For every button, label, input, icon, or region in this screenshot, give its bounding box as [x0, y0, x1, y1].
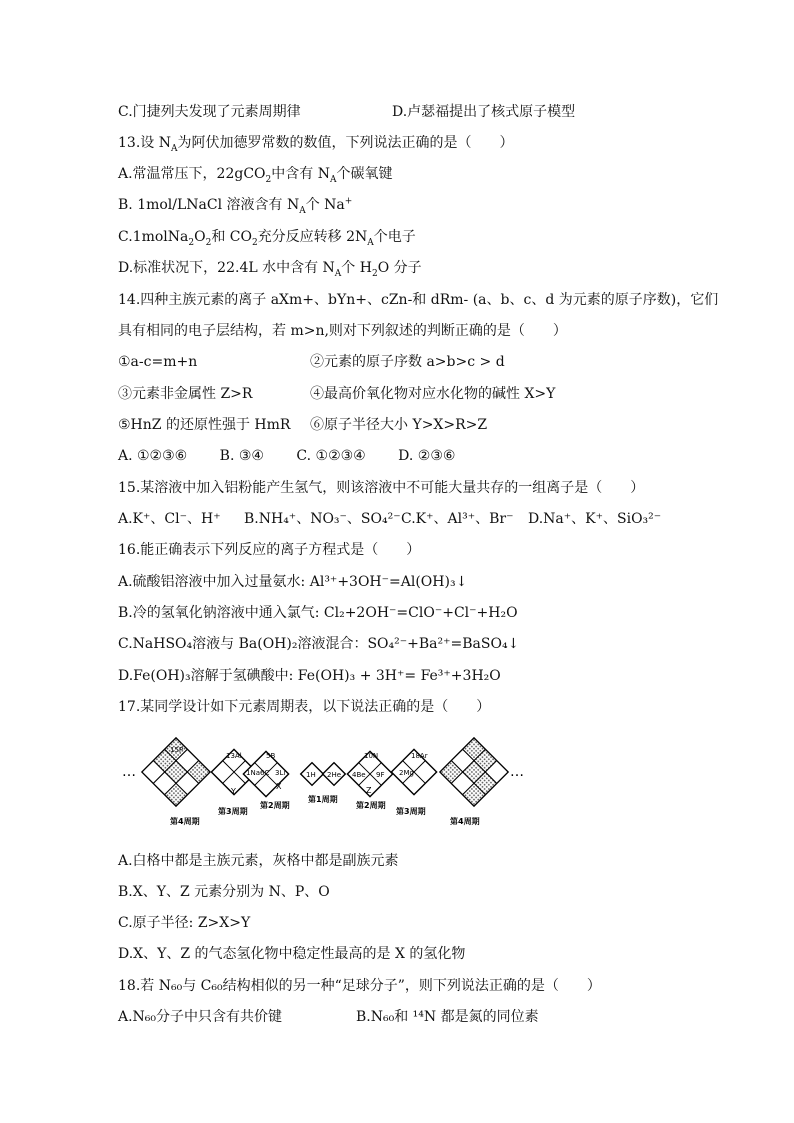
- q13-option-d: D.标准状况下，22.4L 水中含有 $N_A$个 $H_2O$ 分子: [118, 260, 422, 279]
- periodic-table-diagram: [118, 734, 538, 834]
- label-period4-right: 第4周期: [450, 817, 480, 826]
- ellipsis-left: …: [122, 764, 136, 780]
- q12-option-c: C.门捷列夫发现了元素周期律: [118, 104, 301, 120]
- ellipsis-right: …: [510, 764, 524, 780]
- cell-2mg: 2Mg: [399, 769, 414, 777]
- q15-option-a: A.K⁺、Cl⁻、H⁺: [118, 511, 221, 527]
- q15-option-d: D.Na⁺、K⁺、SiO₃²⁻: [528, 511, 662, 527]
- label-period3-left: 第3周期: [218, 807, 248, 816]
- cell-2he: 2He: [327, 771, 342, 779]
- cell-13al: 13Al: [226, 752, 242, 760]
- label-period1: 第1周期: [308, 795, 338, 804]
- q16-option-d: D.Fe(OH)₃溶解于氢碘酸中: Fe(OH)₃ + 3H⁺= Fe³⁺+3H₂O: [118, 668, 501, 684]
- cell-18ar: 18Ar: [411, 752, 428, 760]
- cell-3li: 3Li: [275, 769, 286, 777]
- q14-stem-line1: 14.四种主族元素的离子 aXm+、bYn+、cZn-和 dRm- (a、b、c、d 为元素的原子序数)，它们: [118, 292, 719, 308]
- q14-stem-line2: 具有相同的电子层结构，若 m>n,则对下列叙述的判断正确的是（ ）: [118, 323, 567, 339]
- q14-statement-2: ②元素的原子序数 a>b>c > d: [310, 354, 505, 370]
- label-period2-right: 第2周期: [356, 801, 386, 810]
- q14-statement-5: ⑤HnZ 的还原性强于 HmR: [118, 417, 291, 433]
- q16-option-a: A.硫酸铝溶液中加入过量氨水: Al³⁺+3OH⁻=Al(OH)₃↓: [118, 574, 468, 590]
- q15-option-c: C.K⁺、Al³⁺、Br⁻: [401, 511, 514, 527]
- q14-statement-1: ①a-c=m+n: [118, 354, 198, 370]
- q15-stem: 15.某溶液中加入铝粉能产生氢气，则该溶液中不可能大量共存的一组离子是（ ）: [118, 480, 645, 496]
- q13-option-b: B. 1mol/LNaCl 溶液含有 $N_A$个 Na+: [118, 196, 353, 216]
- label-period2-left: 第2周期: [260, 801, 290, 810]
- q13-option-c: $C.1molNa_2O_2$和 $CO_2$充分反应转移 $2N_A$个电子: [118, 229, 416, 248]
- cell-4be: 4Be: [352, 771, 366, 779]
- q16-stem: 16.能正确表示下列反应的离子方程式是（ ）: [118, 542, 421, 558]
- q13-stem: 13.设 $N_A$为阿伏加德罗常数的数值，下列说法正确的是（ ）: [118, 135, 514, 154]
- q18-stem: 18.若 N₆₀与 C₆₀结构相似的另一种“足球分子”，则下列说法正确的是（ ）: [118, 978, 601, 994]
- cell-x: X: [276, 782, 282, 791]
- diamond-period4-right: [440, 738, 508, 806]
- q17-option-d: D.X、Y、Z 的气态氢化物中稳定性最高的是 X 的氢化物: [118, 946, 466, 962]
- q14-statement-6: ⑥原子半径大小 Y>X>R>Z: [310, 417, 488, 433]
- q18-option-b: B.N₆₀和 ¹⁴N 都是氮的同位素: [356, 1009, 539, 1025]
- cell-5b: 5B: [266, 752, 276, 760]
- q14-statement-3: ③元素非金属性 Z>R: [118, 386, 253, 402]
- cell-1na: 1Na: [246, 769, 260, 777]
- q13-option-a: A.常温常压下，22gCO$_2$中含有 $N_A$个碳氧键: [118, 166, 393, 185]
- q14-statement-4: ④最高价氧化物对应水化物的碱性 X>Y: [310, 386, 556, 402]
- q17-stem: 17.某同学设计如下元素周期表，以下说法正确的是（ ）: [118, 699, 491, 715]
- q14-options: A. ①②③⑥ B. ③④ C. ①②③④ D. ②③⑥: [118, 448, 456, 464]
- q17-option-b: B.X、Y、Z 元素分别为 N、P、O: [118, 884, 330, 900]
- cell-y: Y: [231, 787, 236, 796]
- cell-1h: 1H: [306, 771, 316, 779]
- periodic-table-svg: [118, 734, 538, 834]
- cell-9f: 9F: [376, 771, 385, 779]
- q16-option-b: B.冷的氢氧化钠溶液中通入氯气: Cl₂+2OH⁻=ClO⁻+Cl⁻+H₂O: [118, 605, 518, 621]
- q17-option-a: A.白格中都是主族元素，灰格中都是副族元素: [118, 853, 399, 869]
- cell-z: Z: [366, 786, 372, 795]
- q15-option-b: B.NH₄⁺、NO₃⁻、SO₄²⁻: [244, 511, 401, 527]
- q16-option-c: C.NaHSO₄溶液与 Ba(OH)₂溶液混合：SO₄²⁻+Ba²⁺=BaSO₄↓: [118, 636, 520, 652]
- q17-option-c: C.原子半径: Z>X>Y: [118, 915, 251, 931]
- label-period4-left: 第4周期: [170, 817, 200, 826]
- cell-10n: 10N: [364, 752, 379, 760]
- cell-15p: 15P: [170, 746, 184, 754]
- q12-option-d: D.卢瑟福提出了核式原子模型: [392, 104, 576, 120]
- q18-option-a: A.N₆₀分子中只含有共价键: [118, 1009, 283, 1025]
- label-period3-right: 第3周期: [396, 807, 426, 816]
- cell-6c: 6C: [260, 769, 270, 777]
